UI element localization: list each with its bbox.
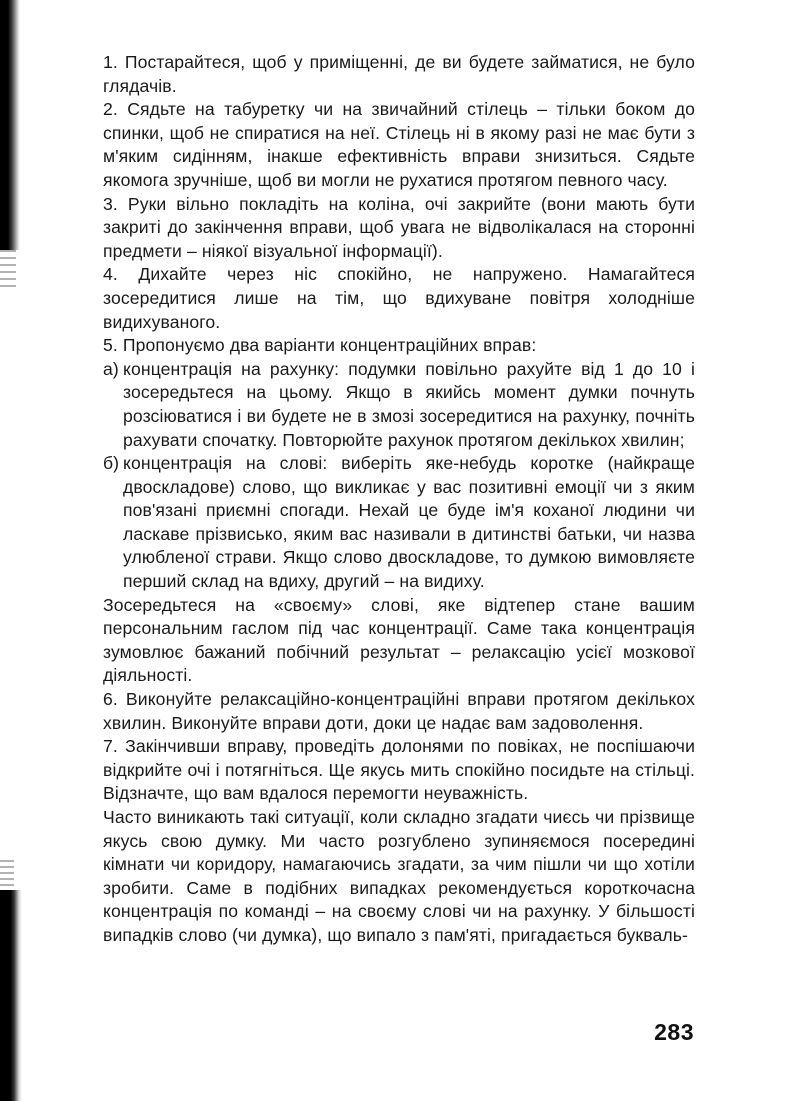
list-marker-b: б): [103, 453, 120, 474]
body-text: [103, 51, 695, 948]
paragraph-7: 6. Виконуйте релаксаційно-концентраційні вправи протягом декількох хвилин. Виконуйте вправи доти, доки це надає вам задоволення.: [103, 689, 695, 733]
paragraph-1: 1. Постарайтеся, щоб у приміщенні, де ви будете займатися, не було глядачів.: [103, 52, 695, 96]
paragraph-4: 4. Дихайте через ніс спокійно, не напружено. Намагайтеся зосередитися лише на тім, що вдихуване повітря холодніше видихуваного.: [103, 264, 695, 332]
binding-edge-specks-lower: [0, 860, 14, 890]
list-marker-a: а): [103, 358, 119, 379]
paragraph-2: 2. Сядьте на табуретку чи на звичайний стілець – тільки боком до спинки, щоб не спиратися на неї. Стілець ні в якому разі не має бути з м'яким сидінням, інакше ефективність вправи знизиться. Сядьте якомога зручніше, щоб ви могли не рухатися протягом певного часу.: [103, 99, 695, 190]
paragraph-6: Зосередьтеся на «своєму» слові, яке відтепер стане вашим персональним гаслом під час концентрації. Саме така концентрація зумовлює бажаний побічний результат – релаксацію усієї мозкової діяльності.: [103, 594, 695, 686]
binding-edge-shadow-top: [0, 0, 20, 250]
paragraph-9: Часто виникають такі ситуації, коли складно згадати чиєсь чи прізвище якусь свою думку. Ми часто розгублено зупиняємося посередині кімнати чи коридору, намагаючись згадати, за чим пішли чи що хотіли зробити. Саме в подібних випадках рекомендується короткочасна концентрація по команді – на своєму слові чи на рахунку. У більшості випадків слово (чи думка), що випало з пам'яті, пригадається букваль-: [103, 807, 695, 945]
list-item-b-text: концентрація на слові: виберіть яке-небудь коротке (найкраще двоскладове) слово, що викликає у вас позитивні емоції чи з яким пов'язані приємні спогади. Нехай це буде ім'я коханої людини чи ласкаве прізвисько, яким вас називали в дитинстві батьки, чи назва улюбленої страви. Якщо слово двоскладове, то думкою вимовляєте перший склад на вдиху, другий – на видиху.: [123, 453, 695, 592]
paragraph-3: 3. Руки вільно покладіть на коліна, очі закрийте (вони мають бути закриті до закінчення вправи, щоб увага не відволікалася на сторонні предмети – ніякої візуальної інформації).: [103, 193, 695, 261]
paragraph-8: 7. Закінчивши вправу, проведіть долонями по повіках, не поспішаючи відкрийте очі і потягніться. Ще якусь мить спокійно посидьте на стільці. Відзначте, що вам вдалося перемогти неуважність.: [103, 736, 695, 804]
paragraph-5: 5. Пропонуємо два варіанти концентраційних вправ:: [103, 335, 537, 356]
list-item-b: [103, 452, 695, 594]
list-item-a-text: концентрація на рахунку: подумки повільно рахуйте від 1 до 10 і зосередьтеся на цьому. Якщо в якийсь момент думки почнуть розсіюватися і ви будете не в змозі зосередитися на рахунку, почніть рахувати спочатку. Повторюйте рахунок протягом декількох хвилин;: [123, 358, 695, 450]
binding-edge-shadow-bottom: [0, 890, 22, 1101]
page-number: 283: [654, 1019, 694, 1045]
binding-edge-specks: [0, 250, 16, 290]
list-item-a: [103, 358, 695, 452]
